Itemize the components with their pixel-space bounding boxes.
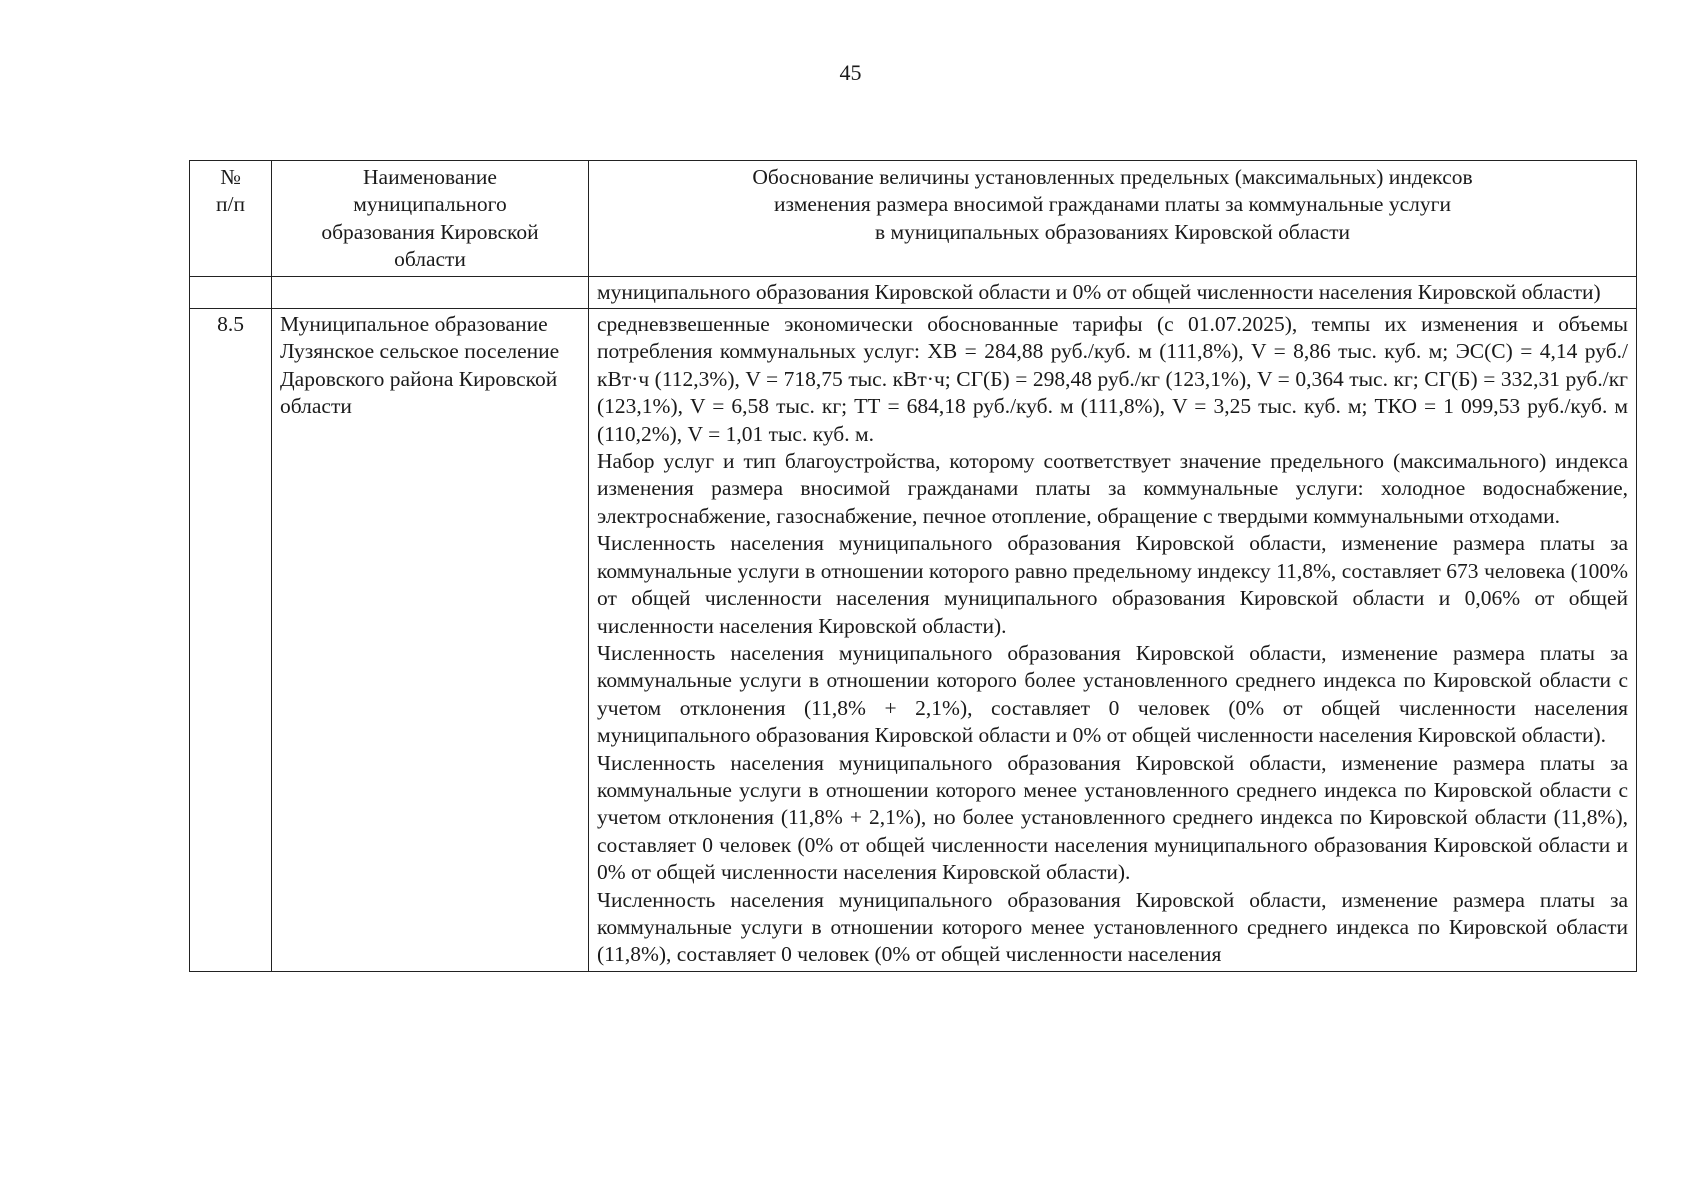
header-basis-line: изменения размера вносимой гражданами платы за коммунальные услуги xyxy=(774,192,1451,217)
header-basis-line: Обоснование величины установленных предельных (максимальных) индексов xyxy=(752,165,1473,189)
page-number: 45 xyxy=(839,60,862,85)
continuation-name-cell xyxy=(272,276,589,308)
header-number-line: п/п xyxy=(216,192,245,217)
services-set-paragraph: Набор услуг и тип благоустройства, которому соответствует значение предельного (максимального) индекса изменения размера вносимой гражданами платы за коммунальные услуги: холодное водоснабжение, электроснабжение, газоснабжение, печное отопление, обращение с твердыми коммунальными отходами. xyxy=(597,449,1628,528)
justification-cell xyxy=(589,309,1637,972)
continuation-number-cell xyxy=(190,276,272,308)
population-below-index-paragraph: Численность населения муниципального образования Кировской области, изменение размера платы за коммунальные услуги в отношении которого менее установленного среднего индекса по Кировской области (11,8%), составляет 0 человек (0% от общей численности населения xyxy=(597,887,1628,967)
table-row-8-5 xyxy=(190,309,1637,972)
continuation-text-cell: муниципального образования Кировской области и 0% от общей численности населения Кировской области) xyxy=(589,276,1637,308)
header-number xyxy=(190,161,272,277)
table-header-row xyxy=(190,161,1637,277)
header-name-line: муниципального xyxy=(353,192,507,217)
header-justification xyxy=(589,161,1637,277)
header-name-line: образования Кировской xyxy=(321,219,539,244)
header-municipality-name xyxy=(272,161,589,277)
population-equal-index-paragraph: Численность населения муниципального образования Кировской области, изменение размера платы за коммунальные услуги в отношении которого равно предельному индексу 11,8%, составляет 673 человека (100% от общей численности населения муниципального образования Кировской области и 0,06% от общей численности населения Кировской области). xyxy=(597,531,1628,638)
header-number-line: № xyxy=(220,165,241,189)
tariffs-paragraph: средневзвешенные экономически обоснованные тарифы (с 01.07.2025), темпы их изменения и объемы потребления коммунальных услуг: ХВ = 284,88 руб./куб. м (111,8%), V = 8,86 тыс. куб. м; ЭС(С) = 4,14 руб./кВт·ч (112,3%), V = 718,75 тыс. кВт·ч; СГ(Б) = 298,48 руб./кг (123,1%), V = 0,364 тыс. кг; СГ(Б) = 332,31 руб./кг (123,1%), V = 6,58 тыс. кг; ТТ = 684,18 руб./куб. м (111,8%), V = 3,25 тыс. куб. м; ТКО = 1 099,53 руб./куб. м (110,2%), V = 1,01 тыс. куб. м. xyxy=(597,312,1628,446)
continuation-row xyxy=(190,276,1637,308)
tariff-justification-table xyxy=(189,160,1637,972)
header-name-line: области xyxy=(394,247,466,272)
population-above-index-paragraph: Численность населения муниципального образования Кировской области, изменение размера платы за коммунальные услуги в отношении которого более установленного среднего индекса по Кировской области с учетом отклонения (11,8% + 2,1%), составляет 0 человек (0% от общей численности населения муниципального образования Кировской области и 0% от общей численности населения Кировской области). xyxy=(597,640,1628,748)
population-between-index-paragraph: Численность населения муниципального образования Кировской области, изменение размера платы за коммунальные услуги в отношении которого менее установленного среднего индекса по Кировской области с учетом отклонения (11,8% + 2,1%), но более установленного среднего индекса по Кировской области (11,8%), составляет 0 человек (0% от общей численности населения муниципального образования Кировской области и 0% от общей численности населения Кировской области). xyxy=(597,750,1628,885)
header-name-line: Наименование xyxy=(363,165,497,189)
row-number-cell: 8.5 xyxy=(190,309,272,972)
header-basis-line: в муниципальных образованиях Кировской области xyxy=(874,219,1351,244)
municipality-name-cell: Муниципальное образование Лузянское сельское поселение Даровского района Кировской области xyxy=(272,309,589,972)
